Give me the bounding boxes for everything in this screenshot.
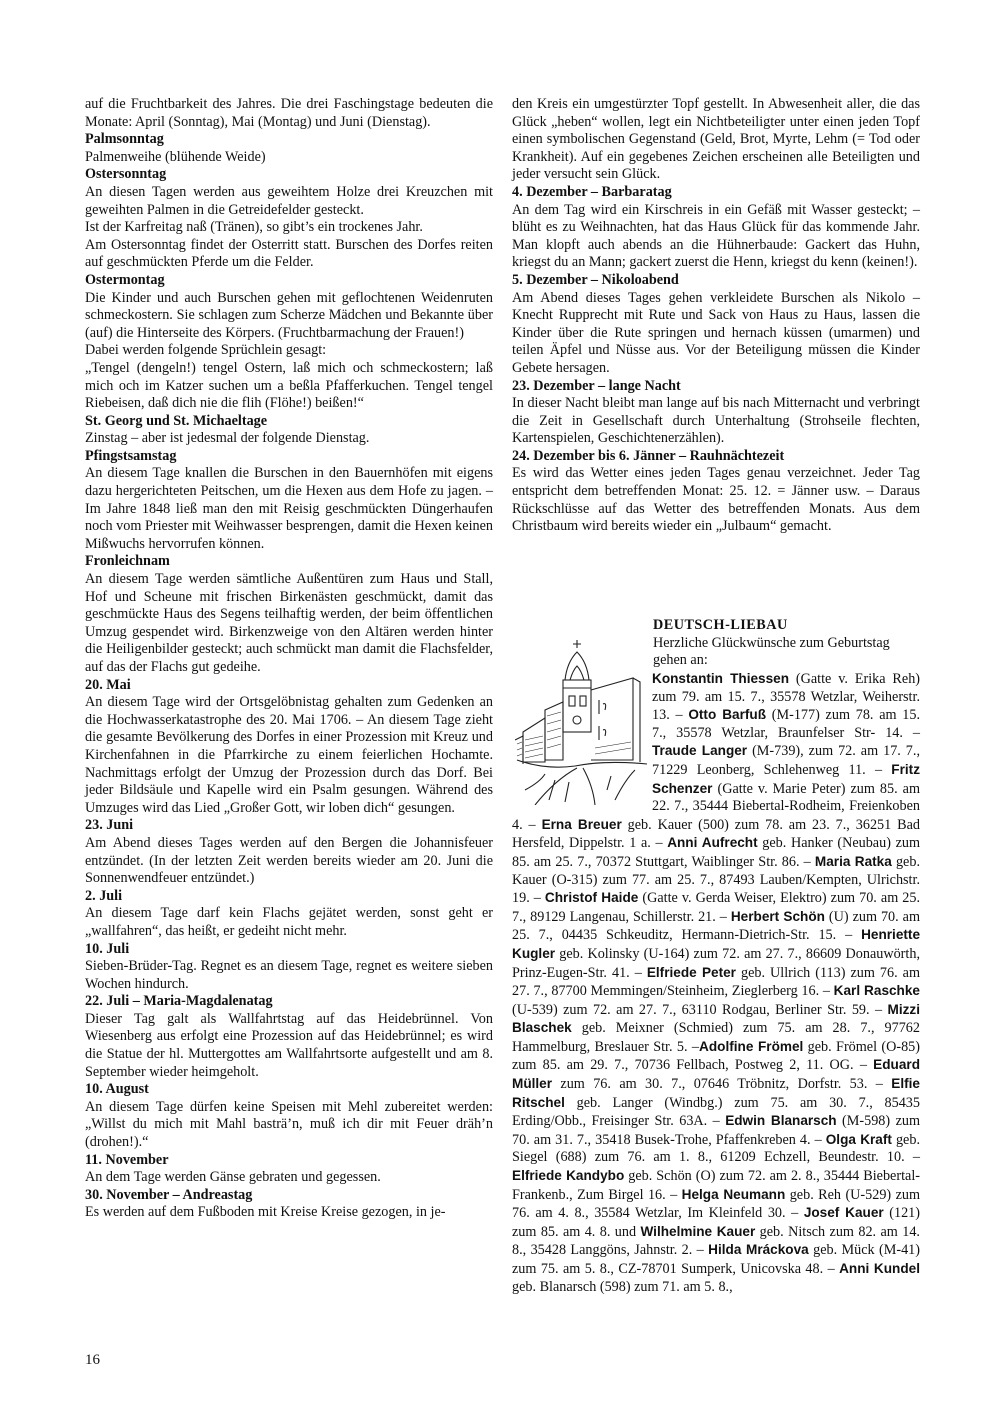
paragraph: An dem Tage werden Gänse gebraten und gegessen. <box>85 1169 381 1186</box>
birthday-details: geb. Siegel (688) zum 76. am 1. 8., 61209 Echzell, Beundestr. 10. – <box>512 1131 920 1166</box>
paragraph: Am Abend dieses Tages werden auf den Bergen die Johannisfeuer entzündet. (In der letzten Zeit werden bereits wieder am 20. Juni die Sonnenwendfeuer entzündet.) <box>85 834 493 887</box>
birthday-name: Erna Breuer <box>541 816 622 832</box>
birthday-details: (M-598) zum 70. am 31. 7., 35418 Busek-Trohe, Pfaffenkreben 4. – <box>512 1113 920 1148</box>
birthday-name: Wilhelmine Kauer <box>640 1223 756 1239</box>
birthday-details: geb. Kauer (500) zum 78. am 23. 7., 36251 Bad Hersfeld, Dippelstr. 1 a. – <box>512 816 920 852</box>
page-number: 16 <box>85 1352 100 1368</box>
birthday-name: Henriette Kugler <box>512 927 920 961</box>
birthday-name: Olga Kraft <box>825 1131 892 1147</box>
birthday-details: geb. Langer (Windbg.) zum 75. am 30. 7., 85435 Erding/Obb., Freisinger Str. 63A. – <box>512 1094 920 1130</box>
paragraph: Die Kinder und auch Burschen gehen mit geflochtenen Weidenruten schmeckostern. Sie schlagen zum Scherze Mädchen und Bekannte über (auf) die Hinterseite des Körpers. (Fruchtbarmachung der Frauen!) <box>85 289 493 341</box>
paragraph: Zinstag – aber ist jedesmal der folgende Dienstag. <box>85 430 370 447</box>
birthday-details: (M-739), zum 72. am 17. 7., 71229 Leonberg, Schlehenweg 11. – <box>652 743 920 778</box>
birthday-details: geb. Hanker (Neubau) zum 85. am 25. 7., 70372 Stuttgart, Waiblinger Str. 86. – <box>512 835 920 870</box>
birthday-details: (U) zum 70. am 25. 7., 04435 Schkeuditz, Hermann-Dietrich-Str. 15. – <box>512 908 920 944</box>
birthday-name: Maria Ratka <box>814 853 892 869</box>
right-column <box>512 96 920 536</box>
birthday-name: Fritz Schenzer <box>652 761 920 796</box>
birthday-details: (121) zum 85. am 4. 8. und <box>512 1205 920 1240</box>
birthday-details: geb. Blanarsch (598) zum 71. am 5. 8., <box>512 1278 733 1295</box>
section-heading: 5. Dezember – Nikoloabend <box>512 271 679 288</box>
birthday-name: Traude Langer <box>652 743 748 759</box>
birthday-name: Konstantin Thiessen <box>652 671 790 686</box>
paragraph: In dieser Nacht bleibt man lange auf bis nach Mitternacht und verbringt die Zeit in Gesellschaft durch Unterhaltung (Strohseile flechten, Kartenspielen, Geschichtenerzählen). <box>512 395 920 447</box>
birthday-name: Otto Barfuß <box>688 707 767 723</box>
paragraph: An diesem Tage knallen die Burschen in den Bauernhöfen mit eigens dazu hergerichteten Peitschen, um die Hexen aus dem Hofe zu jagen. – Im Jahre 1848 ließ man den mit Reisig geschmückten Düngerhaufen noch vom Priester mit Weihwasser besprengen, damit die Hexen keinen Mißwuchs hervorrufen können. <box>85 465 493 552</box>
birthday-name: Josef Kauer <box>803 1205 884 1221</box>
birthday-details: geb. Meixner (Schmied) zum 75. am 28. 7., 97762 Hammelburg, Breslauer Str. 5. – <box>512 1020 920 1055</box>
paragraph: Es wird das Wetter eines jeden Tages genau verzeichnet. Jeder Tag entspricht dem betreffenden Monat: 25. 12. = Jänner usw. – Daraus Rückschlüsse auf das Wetter des betreffenden Monats. Aus dem Christbaum wird bereits wieder ein „Julbaum“ gemacht. <box>512 465 920 535</box>
section-heading: 24. Dezember bis 6. Jänner – Rauhnächtezeit <box>512 447 785 464</box>
birthday-details: geb. Ullrich (113) zum 76. am 27. 7., 87700 Memmingen/Steinheim, Zieglerberg 16. – <box>512 964 920 1000</box>
paragraph: Palmenweihe (blühende Weide) <box>85 148 266 165</box>
paragraph: An diesem Tage darf kein Flachs gejätet werden, sonst geht er „wallfahren“, das heißt, er gedeiht nicht mehr. <box>85 905 493 939</box>
section-heading: Ostersonntag <box>85 166 167 183</box>
birthday-details: geb. Kolinsky (U-164) zum 72. am 27. 7., 86609 Donauwörth, Prinz-Eugen-Str. 41. – <box>512 945 920 981</box>
birthday-details: (Gatte v. Gerda Weiser, Elektro) zum 70. am 25. 7., 89129 Langenau, Schillerstr. 21. – <box>512 890 921 925</box>
section-heading: Fronleichnam <box>85 553 170 570</box>
birthday-details: geb. Nitsch zum 82. am 14. 8., 35428 Langgöns, Jahnstr. 2. – <box>512 1223 920 1259</box>
intro-line-1: Herzliche Glückwünsche zum Geburtstag <box>653 634 890 651</box>
illustration-space <box>512 670 652 808</box>
section-heading: Pfingstsamstag <box>85 447 177 464</box>
birthday-details: zum 76. am 30. 7., 07646 Tröbnitz, Dorfstr. 53. – <box>552 1076 892 1093</box>
birthday-name: Elfie Ritschel <box>512 1076 920 1110</box>
birthday-details: (Gatte v. Marie Peter) zum 85. am 22. 7., 35444 Biebertal-Rodheim, Freienkoben 4. – <box>512 780 920 833</box>
paragraph: Es werden auf dem Fußboden mit Kreise Kreise gezogen, in je- <box>85 1204 446 1221</box>
paragraph: Dieser Tag galt als Wallfahrtstag auf das Heidebrünnel. Von Wiesenberg aus erfolgt eine Prozession auf das Heidebrünnel; es wird die Statue der hl. Muttergottes am Wallfahrtsorte aufgestellt und am 8. September wieder heimgeholt. <box>85 1010 493 1080</box>
section-title: DEUTSCH-LIEBAU <box>653 617 788 633</box>
section-heading: 20. Mai <box>85 676 131 693</box>
birthday-details: (Gatte v. Erika Reh) zum 79. am 15. 7., 35578 Wetzlar, Weiherstr. 13. – <box>652 671 921 724</box>
section-heading: 23. Juni <box>85 817 134 834</box>
birthday-list <box>512 670 920 1296</box>
section-heading: St. Georg und St. Michaeltage <box>85 412 268 429</box>
section-heading: 10. August <box>85 1081 149 1098</box>
paragraph: auf die Fruchtbarkeit des Jahres. Die drei Faschingstage bedeuten die Monate: April (Sonntag), Mai (Montag) und Juni (Dienstag). <box>85 96 493 130</box>
section-heading: 4. Dezember – Barbaratag <box>512 183 672 200</box>
paragraph: An diesem Tage werden sämtliche Außentüren zum Haus und Stall, Hof und Scheune mit frischen Birkenästen geschmückt, damit das geschmückte Haus des Segens teilhaftig werden, der beim öffentlichen Umzug gespendet wird. Birkenzweige von den Altären werden hinter die Heiligenbilder gesteckt; auch schmückt man damit die Flachsfelder, auf das der Flachs gut gedeihe. <box>85 571 493 675</box>
paragraph: „Tengel (dengeln!) tengel Ostern, laß mich och schmeckostern; laß mich och im Katzer suchen um a beßla Pfafferkuchen. Tengel tengel Riebeisen, daß dich nie die flih (Flöhe!) beißen!“ <box>85 359 493 412</box>
section-heading: 2. Juli <box>85 887 123 904</box>
paragraph: An diesem Tage dürfen keine Speisen mit Mehl zubereitet werden: „Willst du mich mit Mahl basträ’n, muß ich dir mit Feuer dräh’n (drohen!).“ <box>85 1098 493 1151</box>
birthday-details: geb. Schön (O) zum 72. am 2. 8., 35444 Biebertal-Frankenb., Zum Birgel 16. – <box>512 1168 920 1203</box>
section-heading: Ostermontag <box>85 271 165 288</box>
paragraph: Am Ostersonntag findet der Osterritt statt. Burschen des Dorfes reiten auf geschmückten Pferde um die Felder. <box>85 236 493 271</box>
section-heading: Palmsonntag <box>85 131 164 148</box>
birthday-name: Anni Aufrecht <box>667 835 758 851</box>
paragraph: An diesen Tagen werden aus geweihtem Holze drei Kreuzchen mit geweihten Palmen in die Getreidefelder gesteckt. <box>85 183 493 218</box>
left-column <box>85 96 493 1222</box>
section-heading: 22. Juli – Maria-Magdalenatag <box>85 993 273 1010</box>
birthday-name: Elfriede Kandybo <box>512 1168 625 1184</box>
section-heading: 30. November – Andreastag <box>85 1186 253 1203</box>
birthday-name: Anni Kundel <box>839 1261 920 1276</box>
birthday-details: geb. Reh (U-529) zum 76. am 4. 8., 35584 Wetzlar, Im Kleinfeld 30. – <box>512 1186 921 1222</box>
birthday-name: Helga Neumann <box>681 1186 786 1202</box>
birthday-name: Mizzi Blaschek <box>512 1001 920 1036</box>
paragraph: Sieben-Brüder-Tag. Regnet es an diesem Tage, regnet es weitere sieben Wochen hindurch. <box>85 958 493 992</box>
birthday-name: Edwin Blanarsch <box>725 1113 837 1129</box>
paragraph: An diesem Tage wird der Ortsgelöbnistag gehalten zum Gedenken an die Hochwasserkatastrophe des 20. Mai 1706. – An diesem Tage zieht die gesamte Bevölkerung des Dorfes in einer Prozession mit Kreuz und Kirchenfahnen in die Pfarrkirche zu einem feierlichen Hochamte. Nachmittags erfolgt der Umzug der Prozession durch das Dorf. Bei jeder Bildsäule und Kapelle wird ein Psalm gesungen. Während des Umzuges wird das Lied „Großer Gott, wir loben dich“ gesungen. <box>85 694 493 816</box>
intro-line-2: gehen an: <box>653 652 708 669</box>
deutsch-liebau-header <box>653 617 923 670</box>
birthday-name: Eduard Müller <box>512 1057 920 1092</box>
paragraph: Ist der Karfreitag naß (Tränen), so gibt’s ein trockenes Jahr. <box>85 219 423 236</box>
birthday-details: (U-539) zum 72. am 27. 7., 63110 Rodgau, Berliner Str. 59. – <box>512 1001 888 1018</box>
birthday-details: (M-177) zum 78. am 15. 7., 35578 Wetzlar, Braunfelser Str- 14. – <box>652 707 920 741</box>
birthday-name: Christof Haide <box>544 890 639 906</box>
birthday-details: geb. Kauer (O-315) zum 77. am 25. 7., 87493 Lauben/Kempten, Ulrichstr. 19. – <box>512 853 920 907</box>
section-heading: 10. Juli <box>85 940 130 957</box>
paragraph: Am Abend dieses Tages gehen verkleidete Burschen als Nikolo – Knecht Rupprecht mit Rute und Sack von Haus zu Haus, lassen die Kinder über die Rute springen und hernach küssen (umarmen) und teilen Äpfel und Nüsse aus. Vor der Beteiligung müssen die Kinder Gebete hersagen. <box>512 289 920 376</box>
birthday-details: geb. Mück (M-41) zum 75. am 5. 8., CZ-78701 Sumperk, Unicovska 48. – <box>512 1242 920 1277</box>
paragraph: Dabei werden folgende Sprüchlein gesagt: <box>85 342 327 359</box>
birthday-name: Herbert Schön <box>730 908 825 924</box>
birthday-name: Adolfine Frömel <box>699 1038 804 1054</box>
paragraph: An dem Tag wird ein Kirschreis in ein Gefäß mit Wasser gesteckt; – blüht es zu Weihnachten, hat das Haus Glück für das kommende Jahr. Man klopft auch abends an die Hühnerbaude: Gackert das Huhn, kriegst du an Mann; gackert zuerst die Henn, kriegst du kenn (keinen!). <box>512 201 920 271</box>
birthday-details: geb. Frömel (O-85) zum 85. am 29. 7., 70736 Fellbach, Postweg 2, 11. OG. – <box>512 1038 920 1074</box>
section-heading: 11. November <box>85 1151 169 1168</box>
section-heading: 23. Dezember – lange Nacht <box>512 377 681 394</box>
birthday-name: Karl Raschke <box>833 983 920 999</box>
birthday-name: Elfriede Peter <box>646 964 736 980</box>
paragraph: den Kreis ein umgestürzter Topf gestellt. In Abwesenheit aller, die das Glück „heben“ wollen, legt ein Nichtbeteiligter unter einen jeden Topf einen symbolischen Gegenstand (Geld, Brot, Myrte, Lehm (= Tod oder Krankheit). Auf ein gegebenes Zeichen erscheinen alle Beteiligten und jeder versucht sein Glück. <box>512 96 920 183</box>
birthday-name: Hilda Mráckova <box>708 1242 809 1258</box>
